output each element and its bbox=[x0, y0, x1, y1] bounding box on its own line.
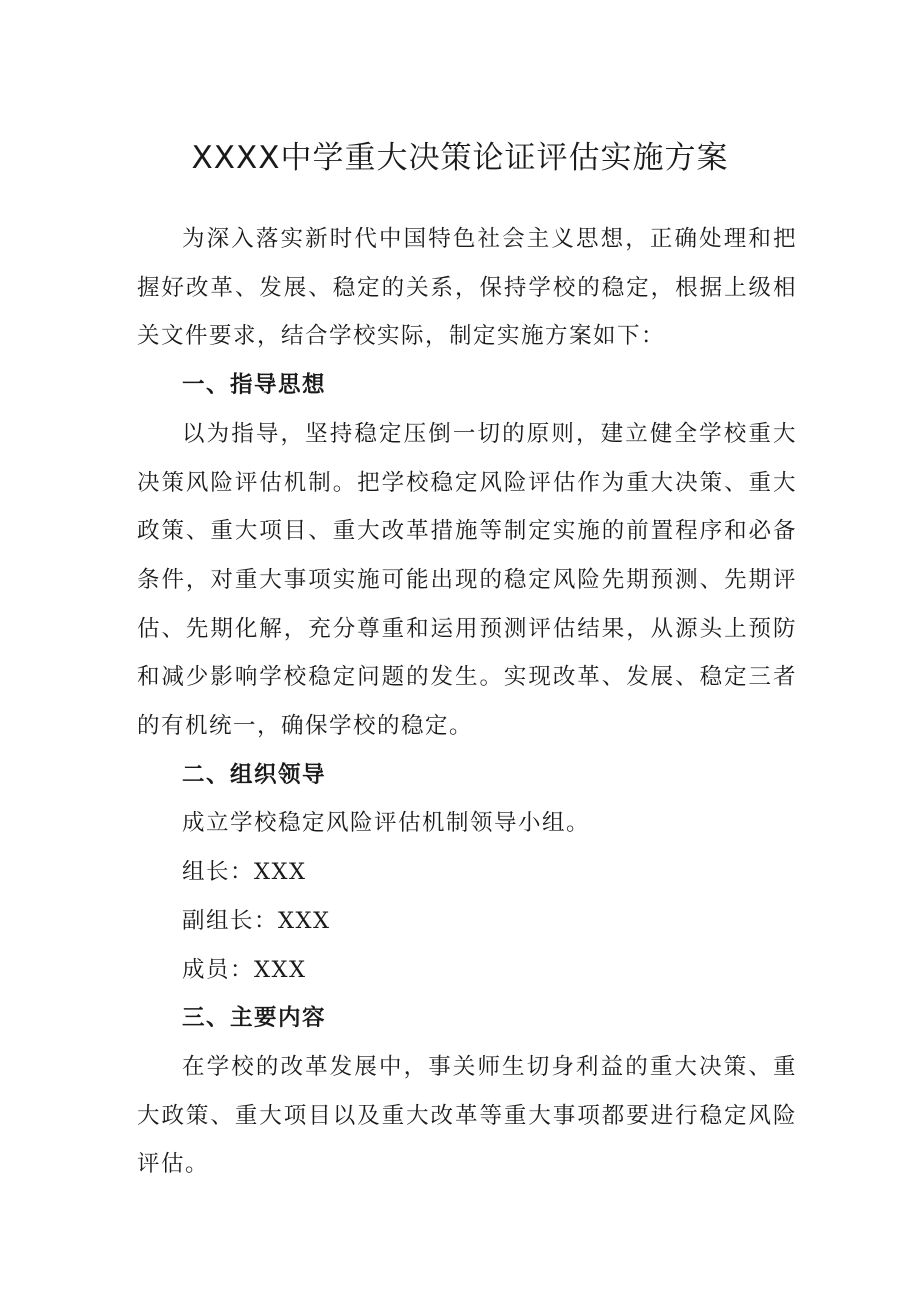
deputy-group-leader: 副组长：XXX bbox=[182, 907, 331, 934]
section-heading-main-content: 三、主要内容 bbox=[182, 1005, 327, 1032]
document-body bbox=[137, 215, 797, 1189]
section-heading-guiding-ideology: 一、指导思想 bbox=[182, 372, 327, 399]
section-heading-organization: 二、组织领导 bbox=[182, 761, 327, 788]
group-leader: 组长：XXX bbox=[182, 859, 307, 886]
group-members: 成员：XXX bbox=[182, 956, 307, 983]
document-title: XXXX中学重大决策论证评估实施方案 bbox=[191, 139, 729, 176]
guiding-ideology-paragraph: 以为指导，坚持稳定压倒一切的原则，建立健全学校重大决策风险评估机制。把学校稳定风险评估作为重大决策、重大政策、重大项目、重大改革措施等制定实施的前置程序和必备条件，对重大事项实施可能出现的稳定风险先期预测、先期评估、先期化解，充分尊重和运用预测评估结果，从源头上预防和减少影响学校稳定问题的发生。实现改革、发展、稳定三者的有机统一，确保学校的稳定。 bbox=[137, 420, 797, 740]
organization-intro: 成立学校稳定风险评估机制领导小组。 bbox=[182, 810, 591, 837]
main-content-paragraph: 在学校的改革发展中，事关师生切身利益的重大决策、重大政策、重大项目以及重大改革等重大事项都要进行稳定风险评估。 bbox=[137, 1053, 797, 1178]
intro-paragraph: 为深入落实新时代中国特色社会主义思想，正确处理和把握好改革、发展、稳定的关系，保持学校的稳定，根据上级相关文件要求，结合学校实际，制定实施方案如下： bbox=[137, 226, 797, 350]
